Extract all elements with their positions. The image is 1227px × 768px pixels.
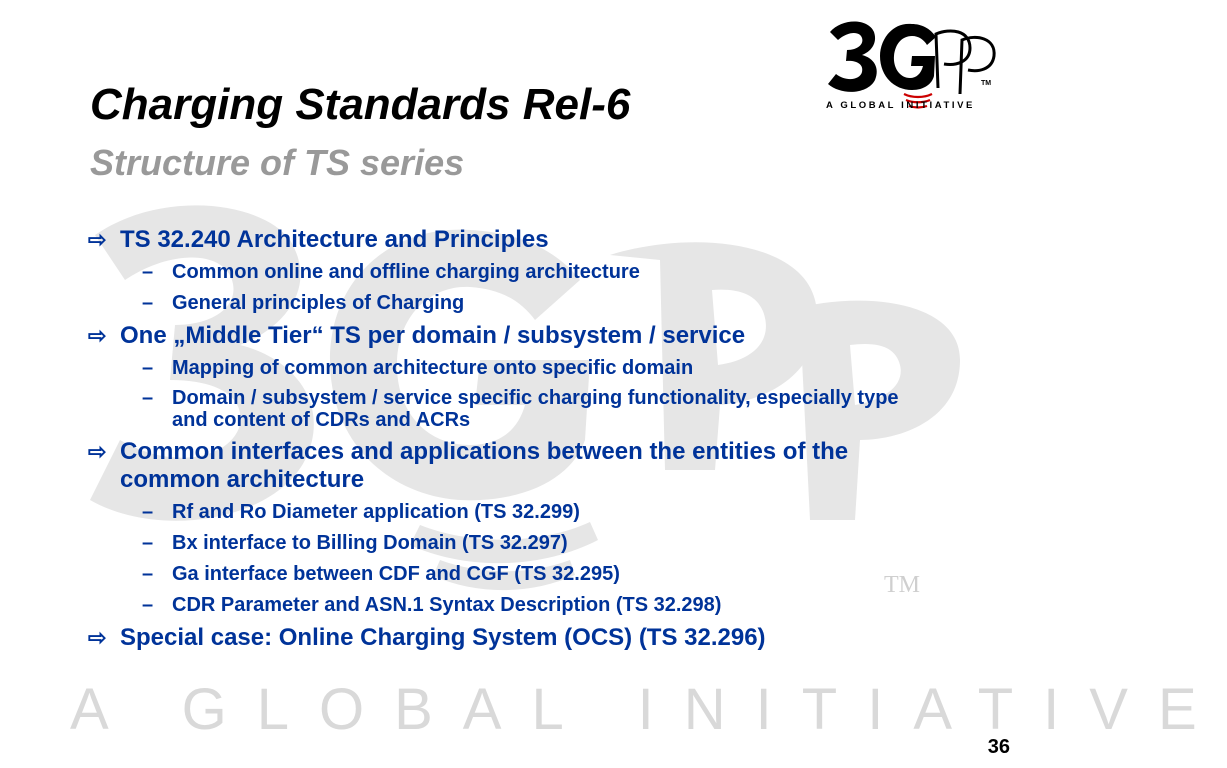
dash-icon: – <box>142 292 154 314</box>
sub-bullet-text: Mapping of common architecture onto specific domain <box>172 357 694 379</box>
logo-tm: TM <box>981 80 992 87</box>
sub-bullet-text: Rf and Ro Diameter application (TS 32.299) <box>172 501 580 523</box>
sub-bullet-text: General principles of Charging <box>172 292 465 314</box>
logo-tagline: A GLOBAL INITIATIVE <box>826 100 975 111</box>
bullet-item <box>88 318 940 352</box>
slide-subtitle: Structure of TS series <box>90 142 465 183</box>
arrow-right-icon: ⇨ <box>88 625 107 650</box>
page-number: 36 <box>987 736 1010 758</box>
dash-icon: – <box>142 594 154 616</box>
sub-bullet-text: Bx interface to Billing Domain (TS 32.297) <box>172 532 568 554</box>
bullet-list <box>0 222 1024 654</box>
arrow-right-icon: ⇨ <box>88 323 107 348</box>
bullet-item <box>88 620 940 654</box>
sub-bullet-text: Common online and offline charging architecture <box>172 261 640 283</box>
dash-icon: – <box>142 357 154 379</box>
slide-title: Charging Standards Rel-6 <box>90 80 631 129</box>
bullet-text: Special case: Online Charging System (OCS) (TS 32.296) <box>120 624 766 651</box>
bullet-text: One „Middle Tier“ TS per domain / subsystem / service <box>120 322 746 349</box>
sub-bullet-item <box>142 287 932 318</box>
bullet-text: TS 32.240 Architecture and Principles <box>120 226 549 253</box>
bullet-item <box>88 222 940 256</box>
sub-bullet-item <box>142 352 932 383</box>
sub-bullet-text: Ga interface between CDF and CGF (TS 32.295) <box>172 563 620 585</box>
dash-icon: – <box>142 261 154 283</box>
sub-bullet-text: Domain / subsystem / service specific charging functionality, especially type and content of CDRs and ACRs <box>172 387 899 431</box>
sub-bullet-item <box>142 589 932 620</box>
arrow-right-icon: ⇨ <box>88 227 107 252</box>
dash-icon: – <box>142 501 154 523</box>
bullet-item <box>88 434 940 496</box>
sub-bullet-item <box>142 558 932 589</box>
sub-bullet-item <box>142 383 932 434</box>
watermark-footer-text: A GLOBAL INITIATIVE <box>70 677 1227 742</box>
dash-icon: – <box>142 387 154 409</box>
dash-icon: – <box>142 563 154 585</box>
sub-bullet-item <box>142 496 932 527</box>
sub-bullet-text: CDR Parameter and ASN.1 Syntax Description (TS 32.298) <box>172 594 722 616</box>
dash-icon: – <box>142 532 154 554</box>
sub-bullet-item <box>142 527 932 558</box>
arrow-right-icon: ⇨ <box>88 439 107 464</box>
sub-bullet-item <box>142 256 932 287</box>
watermark-tm: TM <box>884 572 920 598</box>
bullet-text: Common interfaces and applications between the entities of the common architecture <box>120 438 849 493</box>
